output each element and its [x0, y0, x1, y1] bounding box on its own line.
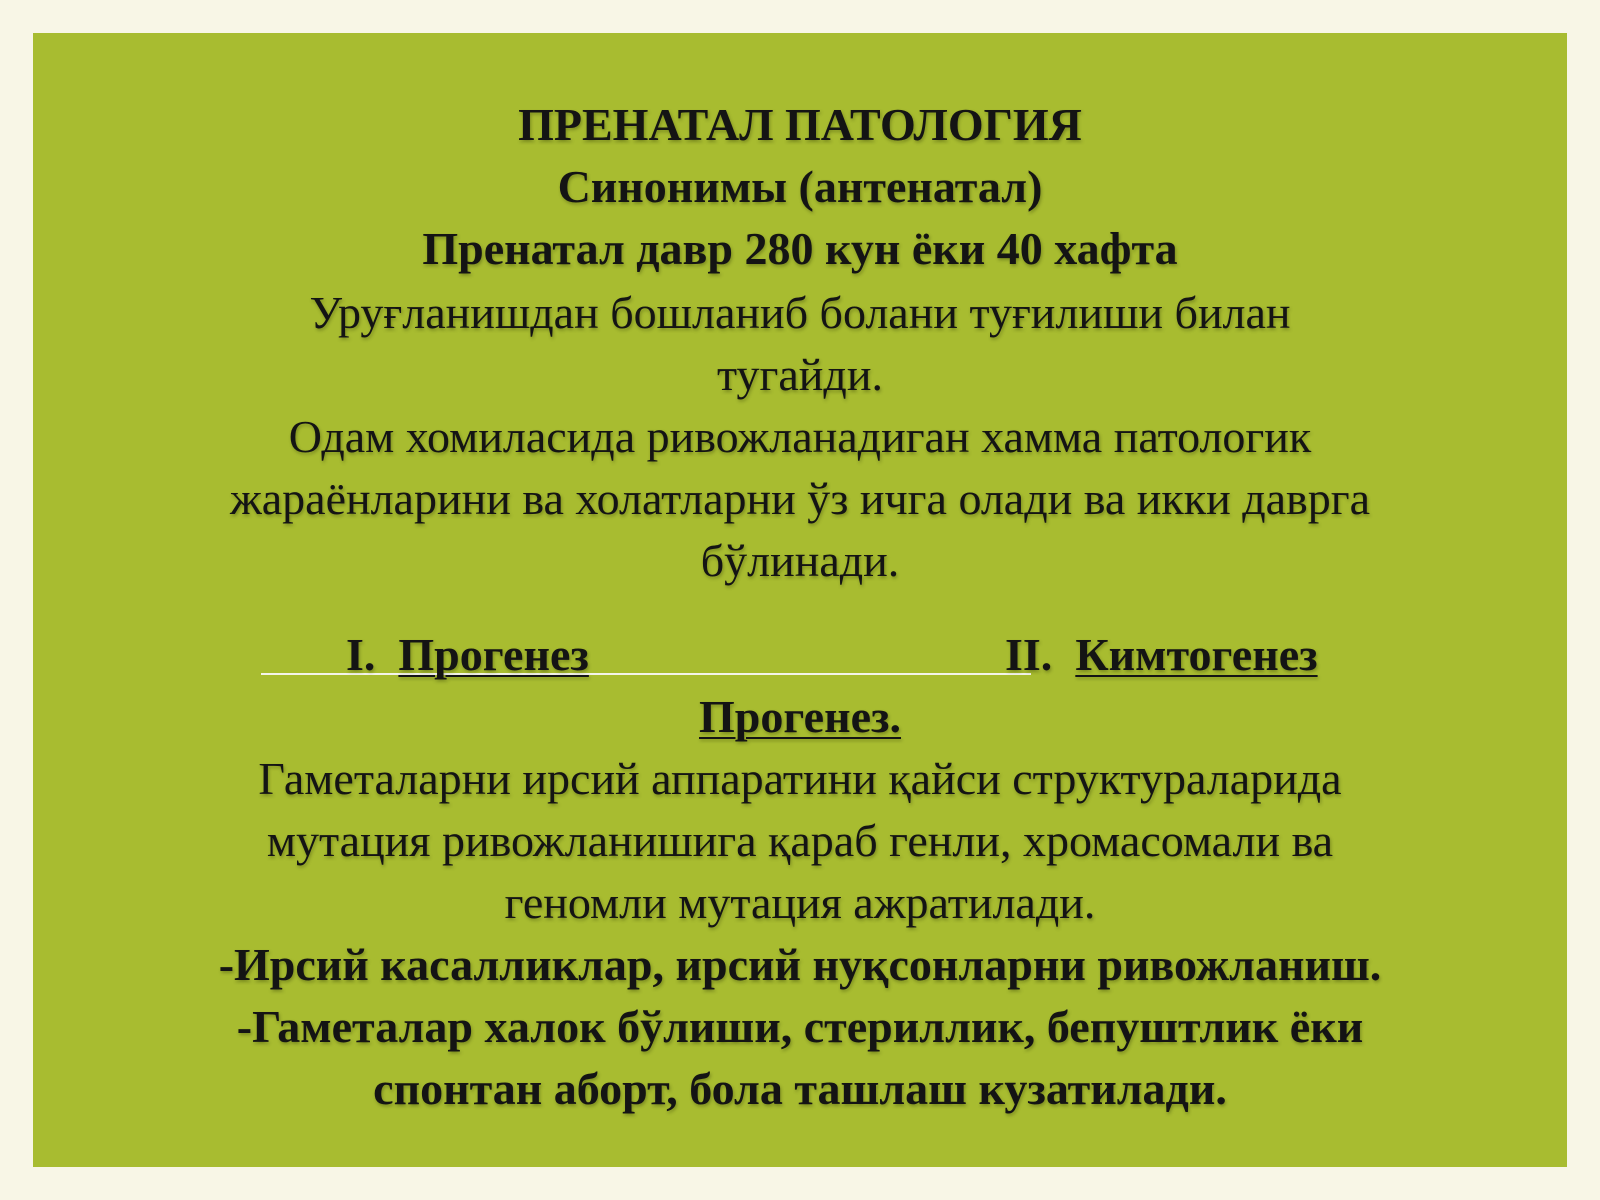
description-line: бўлинади. — [700, 535, 900, 586]
period-two-name: Кимтогенез — [1075, 629, 1318, 680]
description-line: Одам хомиласида ривожланадиган хамма патологик — [288, 411, 1312, 462]
slide-panel — [33, 33, 1567, 1167]
consequence-line: -Ирсий касалликлар, ирсий нуқсонларни ривожланиш. — [218, 939, 1382, 990]
definition-line: Уруғланишдан бошланиб болани туғилиши билан — [309, 287, 1291, 338]
period-two-numeral: II. — [1005, 629, 1053, 680]
section-heading-text: Прогенез. — [699, 691, 901, 742]
section-heading — [33, 687, 1567, 747]
period-two — [1005, 625, 1318, 685]
slide-title: ПРЕНАТАЛ ПАТОЛОГИЯ — [518, 99, 1082, 150]
duration-line: Пренатал давр 280 кун ёки 40 хафта — [422, 223, 1178, 274]
period-one — [346, 625, 589, 685]
periods-row — [33, 625, 1567, 687]
section-line: геномли мутация ажратилади. — [504, 877, 1096, 928]
description-line: жараёнларини ва холатларни ўз ичга олади ва икки даврга — [229, 473, 1371, 524]
consequence-line: -Гаметалар халок бўлиши, стериллик, бепуштлик ёки — [236, 1001, 1364, 1052]
period-one-numeral: I. — [346, 629, 376, 680]
synonym-line: Синонимы (антенатал) — [557, 161, 1043, 212]
definition-line: тугайди. — [717, 349, 883, 400]
section-line: мутация ривожланишига қараб генли, хромасомали ва — [266, 815, 1334, 866]
section-line: Гаметаларни ирсий аппаратини қайси структураларида — [258, 753, 1342, 804]
consequence-line: спонтан аборт, бола ташлаш кузатилади. — [373, 1063, 1227, 1114]
period-one-name: Прогенез — [398, 629, 589, 680]
